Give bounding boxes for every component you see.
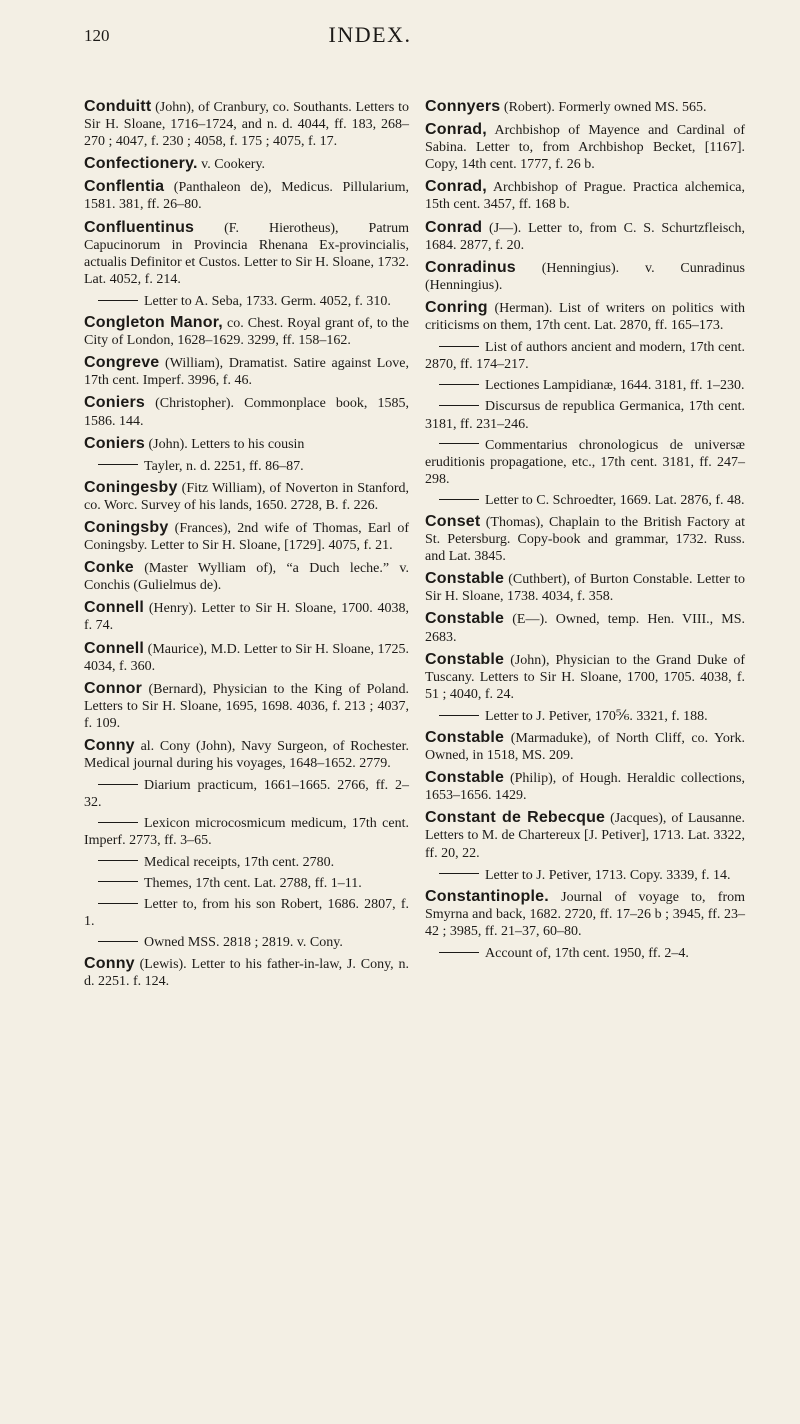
ditto-dash [439, 499, 479, 500]
index-entry [84, 640, 409, 675]
entry-text: (John), of Cranbury, co. Southants. Letters to Sir H. Sloane, 1716–1724, and n. d. 4044, ff. 183, 268–270 ; 4047, f. 230 ; 4058, f. 175 ; 4075, f. 17. [84, 100, 409, 150]
index-subentry [425, 377, 745, 394]
index-entry [425, 219, 745, 254]
entry-text: (Bernard), Physician to the King of Poland. Letters to Sir H. Sloane, 1695, 1698. 4036, f. 213 ; 4037, f. 109. [84, 681, 409, 731]
entry-heading: Confectionery. [84, 155, 198, 173]
ditto-dash [439, 405, 479, 406]
right-column [425, 98, 745, 966]
ditto-dash [98, 903, 138, 904]
entry-text: co. Chest. Royal grant of, to the City of London, 1628–1629. 3299, ff. 158–162. [84, 316, 410, 349]
entry-heading: Conflentia [84, 178, 165, 196]
ditto-dash [439, 346, 479, 347]
index-subentry [425, 945, 745, 962]
entry-text: Account of, 17th cent. 1950, ff. 2–4. [485, 946, 689, 962]
index-entry [425, 513, 745, 565]
entry-text: (Fitz William), of Noverton in Stanford, co. Worc. Survey of his lands, 1650. 2728, B. f. 226. [84, 480, 410, 513]
entry-text: (Frances), 2nd wife of Thomas, Earl of Coningsby. Letter to Sir H. Sloane, [1729]. 4075, f. 21. [84, 520, 409, 554]
entry-text: (John), Physician to the Grand Duke of Tuscany. Letters to Sir H. Sloane, 1700, 1705. 4038, f. 51 ; 4040, f. 24. [425, 652, 746, 702]
entry-heading: Conduitt [84, 98, 152, 115]
ditto-dash [98, 784, 138, 785]
entry-text: Archbishop of Prague. Practica alchemica, 15th cent. 3457, ff. 168 b. [425, 180, 745, 213]
entry-heading: Conset [425, 512, 481, 530]
ditto-dash [98, 822, 138, 823]
entry-text: Letter to J. Petiver, 170⅚. 3321, f. 188. [485, 708, 708, 724]
entry-heading: Constant de Rebecque [425, 809, 606, 827]
ditto-dash [439, 952, 479, 953]
entry-text: (Master Wylliam of), “a Duch leche.” v. Conchis (Gulielmus de). [84, 561, 410, 594]
index-entry [84, 559, 409, 594]
entry-text: (F. Hierotheus), Patrum Capucinorum in Provincia Rhenana Ex-provincialis, actualis Definitor et Custos. Letter to Sir H. Sloane, 1732. Lat. 4052, f. 214. [84, 220, 409, 287]
running-head: INDEX. [328, 22, 412, 47]
ditto-dash [439, 443, 479, 444]
entry-text: v. Cookery. [201, 157, 266, 173]
index-subentry [84, 293, 409, 310]
entry-heading: Constable [425, 650, 505, 668]
index-entry [425, 259, 745, 294]
entry-heading: Conny [84, 737, 135, 754]
entry-text: Medical receipts, 17th cent. 2780. [144, 854, 335, 870]
index-entry [84, 737, 409, 772]
index-entry [425, 178, 745, 213]
index-entry [425, 299, 745, 334]
index-subentry [84, 854, 409, 871]
entry-text: Themes, 17th cent. Lat. 2788, ff. 1–11. [144, 875, 362, 891]
ditto-dash [98, 300, 138, 301]
index-entry [425, 769, 745, 804]
entry-heading: Connor [84, 679, 143, 697]
entry-text: Lexicon microcosmicum medicum, 17th cent. Imperf. 2773, ff. 3–65. [84, 816, 409, 849]
entry-heading: Conny [84, 955, 135, 973]
entry-text: Letter to A. Seba, 1733. Germ. 4052, f. 310. [144, 293, 391, 309]
index-entry [425, 121, 745, 173]
index-entry [84, 435, 409, 453]
entry-text: (Henry). Letter to Sir H. Sloane, 1700. 4038, f. 74. [84, 601, 409, 634]
entry-heading: Coningesby [84, 478, 178, 496]
index-subentry [84, 777, 409, 811]
index-entry [425, 809, 745, 861]
index-subentry [425, 708, 745, 725]
entry-text: Letter to C. Schroedter, 1669. Lat. 2876, f. 48. [485, 492, 745, 508]
index-entry [84, 394, 409, 429]
ditto-dash [439, 873, 479, 874]
ditto-dash [98, 860, 138, 861]
entry-text: (Lewis). Letter to his father-in-law, J. Cony, n. d. 2251. f. 124. [84, 957, 410, 990]
entry-text: (John). Letters to his cousin [148, 436, 305, 452]
index-entry [425, 888, 745, 940]
entry-text: (Cuthbert), of Burton Constable. Letter to Sir H. Sloane, 1738. 4034, f. 358. [425, 572, 745, 605]
entry-heading: Coniers [84, 394, 145, 412]
index-entry [84, 219, 409, 288]
entry-text: Archbishop of Mayence and Cardinal of Sabina. Letter to, from Archbishop Becket, [1167]. Copy, 14th cent. 1777, f. 26 b. [425, 123, 745, 173]
index-entry [84, 680, 409, 732]
index-entry [84, 178, 409, 213]
index-subentry [84, 934, 409, 951]
index-entry [84, 98, 409, 150]
entry-heading: Constable [425, 729, 505, 746]
entry-heading: Connyers [425, 98, 501, 115]
left-column [84, 98, 409, 995]
entry-heading: Conradinus [425, 258, 516, 276]
entry-text: (Marmaduke), of North Cliff, co. York. Owned, in 1518, MS. 209. [425, 731, 746, 764]
index-subentry [425, 867, 745, 884]
entry-heading: Connell [84, 599, 145, 617]
entry-heading: Coningsby [84, 518, 169, 536]
entry-text: Commentarius chronologicus de universæ eruditionis propagatione, etc., 17th cent. 3181, ff. 247–298. [425, 437, 745, 487]
entry-text: Discursus de republica Germanica, 17th cent. 3181, ff. 231–246. [425, 399, 745, 432]
entry-text: (Christopher). Commonplace book, 1585, 1586. 144. [84, 396, 409, 429]
page-header [0, 22, 800, 56]
entry-text: (J—). Letter to, from C. S. Schurtzfleisch, 1684. 2877, f. 20. [425, 220, 745, 253]
index-entry [84, 599, 409, 634]
index-subentry [84, 815, 409, 849]
entry-heading: Congleton Manor, [84, 314, 223, 332]
entry-text: (Herman). List of writers on politics with criticisms on them, 17th cent. Lat. 2870, ff. 165–173. [425, 300, 745, 334]
entry-heading: Conrad, [425, 121, 487, 139]
entry-text: (E—). Owned, temp. Hen. VIII., MS. 2683. [425, 612, 745, 645]
entry-text: Letter to J. Petiver, 1713. Copy. 3339, f. 14. [485, 867, 731, 883]
index-subentry [425, 437, 745, 488]
entry-heading: Constantinople. [425, 887, 549, 905]
index-subentry [84, 896, 409, 930]
entry-heading: Confluentinus [84, 218, 195, 236]
entry-heading: Conrad [425, 218, 483, 236]
entry-text: Owned MSS. 2818 ; 2819. v. Cony. [144, 934, 343, 950]
entry-text: Letter to, from his son Robert, 1686. 2807, f. 1. [84, 896, 409, 929]
entry-heading: Connell [84, 639, 145, 657]
index-subentry [425, 492, 745, 509]
entry-text: (Philip), of Hough. Heraldic collections, 1653–1656. 1429. [425, 771, 745, 804]
index-entry [425, 729, 745, 764]
entry-text: al. Cony (John), Navy Surgeon, of Rochester. Medical journal during his voyages, 1648–1652. 2779. [84, 739, 409, 772]
entry-text: (Panthaleon de), Medicus. Pillularium, 1581. 381, ff. 26–80. [84, 180, 409, 213]
index-entry [84, 955, 409, 990]
index-subentry [84, 458, 409, 475]
ditto-dash [98, 941, 138, 942]
index-subentry [84, 875, 409, 892]
entry-text: (Jacques), of Lausanne. Letters to M. de Chartereux [J. Petiver], 1713. Lat. 3322, ff. 20, 22. [425, 811, 746, 861]
entry-text: Lectiones Lampidianæ, 1644. 3181, ff. 1–230. [485, 378, 745, 394]
entry-heading: Constable [425, 769, 505, 787]
index-entry [84, 519, 409, 554]
entry-text: Diarium practicum, 1661–1665. 2766, ff. 2–32. [84, 778, 409, 811]
entry-heading: Coniers [84, 434, 145, 452]
ditto-dash [439, 715, 479, 716]
entry-text: (William), Dramatist. Satire against Love, 17th cent. Imperf. 3996, f. 46. [84, 356, 409, 389]
entry-text: (Henningius). v. Cunradinus (Henningius). [425, 260, 745, 293]
entry-text: Tayler, n. d. 2251, ff. 86–87. [144, 458, 304, 474]
ditto-dash [439, 384, 479, 385]
entry-text: (Robert). Formerly owned MS. 565. [503, 100, 707, 115]
entry-heading: Congreve [84, 354, 160, 372]
index-entry [425, 570, 745, 605]
entry-heading: Conrad, [425, 178, 487, 196]
entry-text: (Maurice), M.D. Letter to Sir H. Sloane, 1725. 4034, f. 360. [84, 641, 410, 674]
ditto-dash [98, 881, 138, 882]
entry-heading: Constable [425, 610, 505, 628]
index-entry [425, 651, 745, 703]
index-subentry [425, 339, 745, 373]
index-entry [84, 155, 409, 173]
entry-heading: Conke [84, 559, 134, 577]
index-entry [425, 610, 745, 645]
page-number: 120 [84, 26, 110, 45]
index-subentry [425, 398, 745, 432]
entry-text: List of authors ancient and modern, 17th cent. 2870, ff. 174–217. [425, 340, 745, 373]
index-entry [84, 314, 409, 349]
index-entry [84, 479, 409, 514]
entry-text: (Thomas), Chaplain to the British Factory at St. Petersburg. Copy-book and grammar, 1732. Russ. and Lat. 3845. [425, 514, 746, 565]
index-entry [425, 98, 745, 116]
entry-heading: Conring [425, 298, 488, 316]
index-entry [84, 354, 409, 389]
ditto-dash [98, 464, 138, 465]
entry-text: Journal of voyage to, from Smyrna and back, 1682. 2720, ff. 17–26 b ; 3945, ff. 23–42 ; 3985, ff. 21–37, 60–80. [425, 889, 745, 939]
entry-heading: Constable [425, 570, 505, 588]
